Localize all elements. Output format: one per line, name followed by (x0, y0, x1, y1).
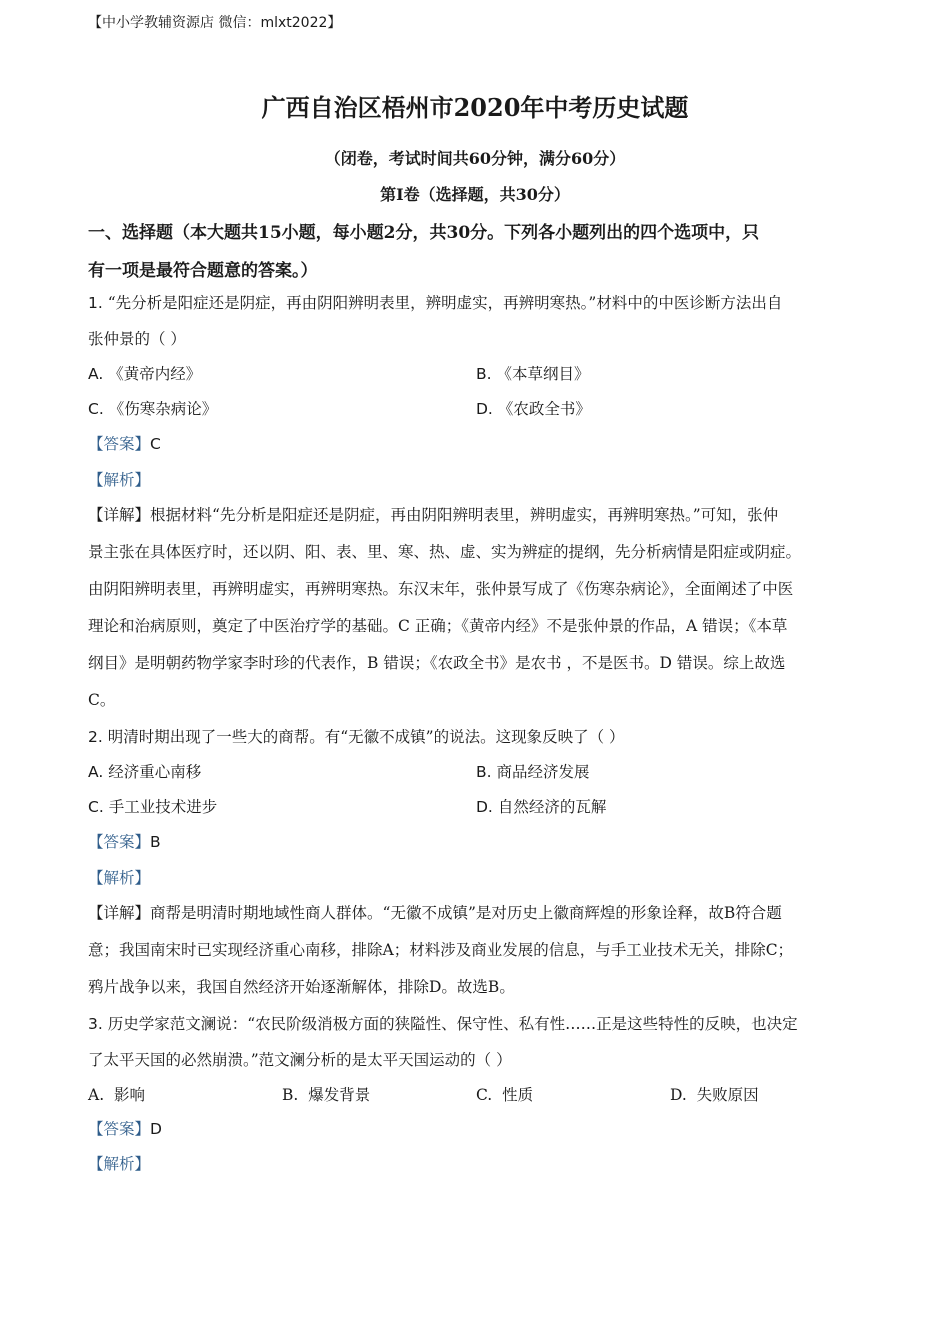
q2-option-c: C. 手工业技术进步 (88, 798, 218, 816)
question-text: 历史学家范文澜说：“农民阶级消极方面的狭隘性、保守性、私有性……正是这些特性的反映，也决定 (107, 1015, 798, 1033)
q1-analysis-label: 【解析】 (88, 471, 151, 489)
answer-value: B (150, 833, 161, 851)
q1-option-c: C. 《伤寒杂病论》 (88, 400, 218, 418)
q3-option-b: B. 爆发背景 (282, 1086, 371, 1104)
answer-value: D (150, 1120, 162, 1138)
q1-option-a: A. 《黄帝内经》 (88, 365, 202, 383)
question-text: “先分析是阳症还是阴症，再由阴阳辨明表里，辨明虚实，再辨明寒热。”材料中的中医诊断方法出自 (107, 294, 783, 312)
q1-detail-line: 由阴阳辨明表里，再辨明虚实，再辨明寒热。东汉末年，张仲景写成了《伤寒杂病论》，全面阐述了中医 (88, 580, 794, 598)
question-number: 2. (88, 728, 103, 746)
question-number: 1. (88, 294, 103, 312)
question-1-stem-cont: 张仲景的（ ） (88, 330, 186, 348)
exam-info: （闭卷，考试时间共60分钟，满分60分） (324, 149, 626, 168)
q2-analysis-label: 【解析】 (88, 869, 151, 887)
question-text: 明清时期出现了一些大的商帮。有“无徽不成镇”的说法。这现象反映了（ ） (107, 728, 625, 746)
part-heading-line1: 一、选择题（本大题共15小题，每小题2分，共30分。下列各小题列出的四个选项中，只 (88, 223, 760, 243)
header-note: 【中小学教辅资源店 微信：mlxt2022】 (88, 15, 342, 31)
detail-label: 【详解】 (88, 506, 151, 524)
q2-detail-line: 意；我国南宋时已实现经济重心南移，排除A；材料涉及商业发展的信息，与手工业技术无关，排除C； (88, 941, 794, 959)
answer-value: C (150, 435, 161, 453)
q1-detail-line: 理论和治病原则，奠定了中医治疗学的基础。C 正确；《黄帝内经》不是张仲景的作品，A 错误；《本草 (88, 617, 788, 635)
q1-option-b: B. 《本草纲目》 (476, 365, 590, 383)
q1-detail-line: C。 (88, 691, 116, 709)
detail-label: 【详解】 (88, 904, 151, 922)
answer-label: 【答案】 (88, 1120, 151, 1138)
question-2-stem (88, 725, 868, 747)
q3-answer (88, 1117, 868, 1139)
q2-detail-line: 【详解】商帮是明清时期地域性商人群体。“无徽不成镇”是对历史上徽商辉煌的形象诠释，故B符合题 (88, 904, 782, 922)
q3-option-d: D. 失败原因 (670, 1086, 759, 1104)
q2-option-d: D. 自然经济的瓦解 (476, 798, 607, 816)
question-3-stem (88, 1012, 868, 1034)
q3-analysis-label: 【解析】 (88, 1155, 151, 1173)
q3-option-a: A. 影响 (88, 1086, 145, 1104)
q2-answer (88, 830, 868, 852)
answer-label: 【答案】 (88, 833, 151, 851)
question-3-stem-cont: 了太平天国的必然崩溃。”范文澜分析的是太平天国运动的（ ） (88, 1051, 512, 1069)
q1-detail-line: 景主张在具体医疗时，还以阴、阳、表、里、寒、热、虚、实为辨症的提纲，先分析病情是阳症或阴症。 (88, 543, 802, 561)
q2-option-b: B. 商品经济发展 (476, 763, 590, 781)
question-number: 3. (88, 1015, 103, 1033)
section-title: 第Ⅰ卷（选择题，共30分） (380, 185, 570, 204)
q2-detail-line: 鸦片战争以来，我国自然经济开始逐渐解体，排除D。故选B。 (88, 978, 515, 996)
page-title: 广西自治区梧州市2020年中考历史试题 (261, 93, 689, 122)
q1-option-d: D. 《农政全书》 (476, 400, 591, 418)
q1-detail-line: 纲目》是明朝药物学家李时珍的代表作，B 错误；《农政全书》是农书 ，不是医书。D 错误。综上故选 (88, 654, 786, 672)
q3-option-c: C. 性质 (476, 1086, 534, 1104)
question-1-stem (88, 291, 868, 313)
part-heading-line2: 有一项是最符合题意的答案。） (88, 261, 318, 281)
q2-option-a: A. 经济重心南移 (88, 763, 202, 781)
answer-label: 【答案】 (88, 435, 151, 453)
q1-detail-line: 【详解】根据材料“先分析是阳症还是阴症，再由阴阳辨明表里，辨明虚实，再辨明寒热。”可知，张仲 (88, 506, 779, 524)
q1-answer (88, 432, 868, 454)
